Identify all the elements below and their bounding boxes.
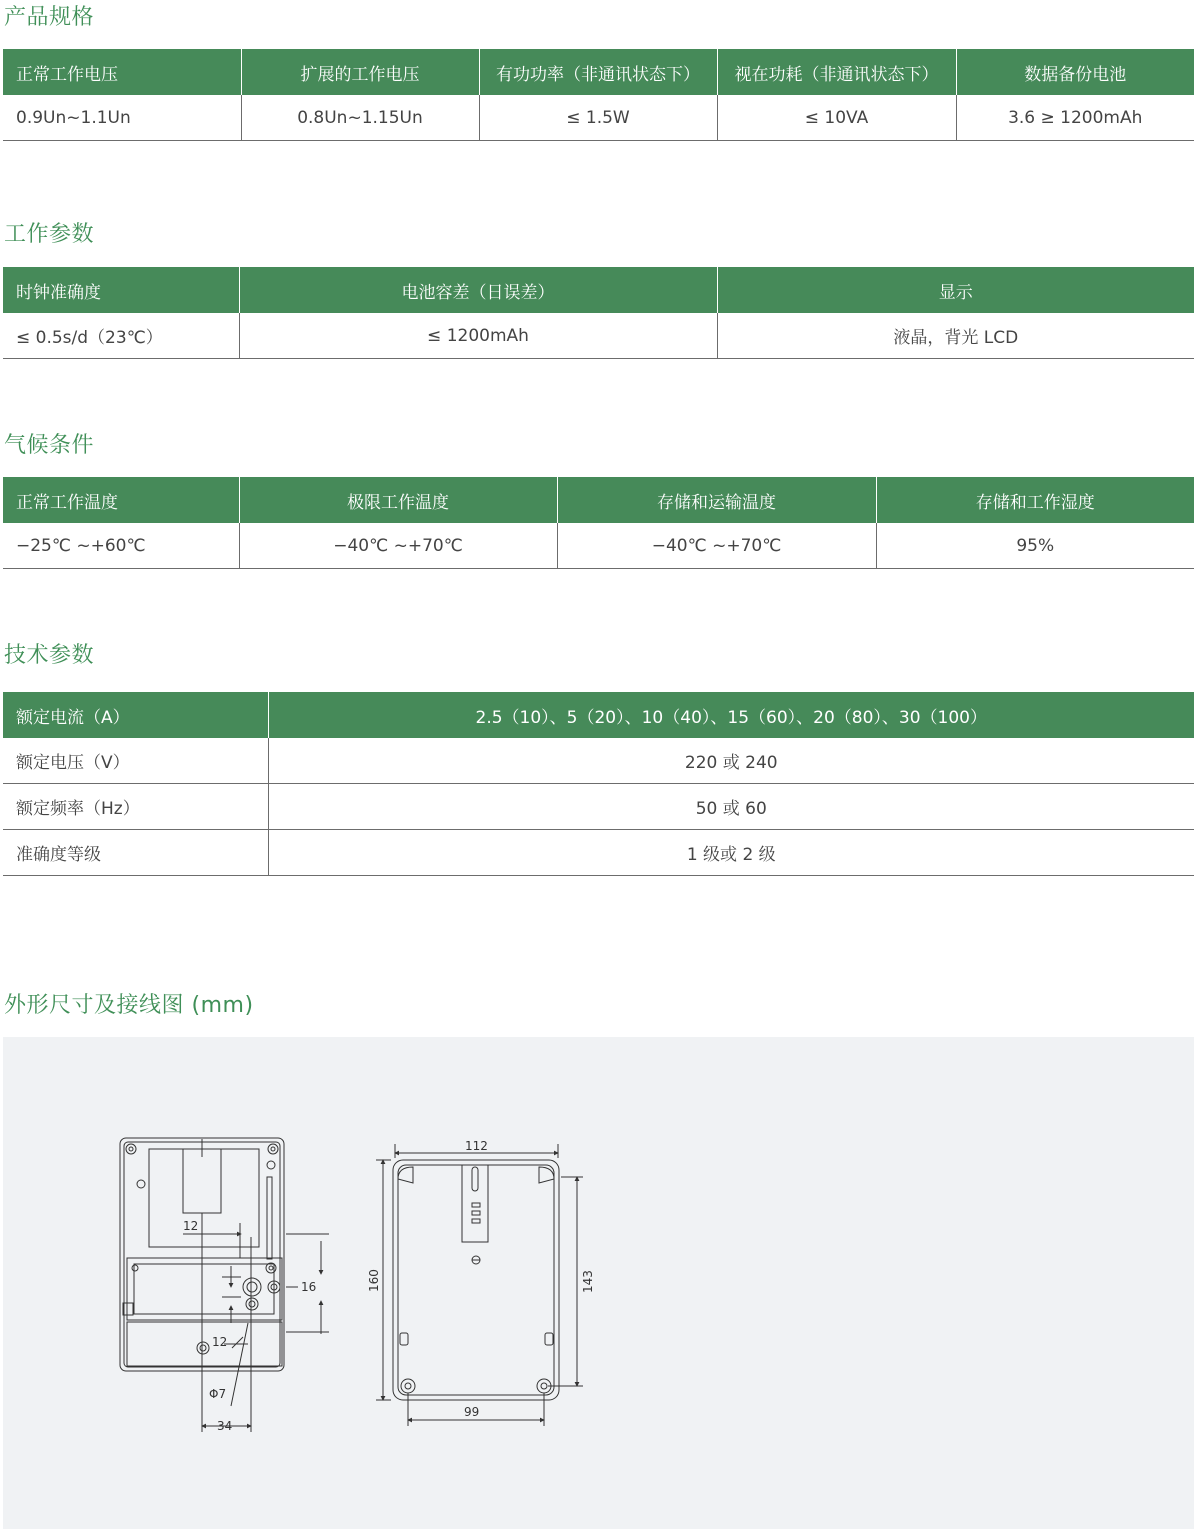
dimension-drawing [3, 1037, 1194, 1529]
table-header-cell: 正常工作电压 [3, 49, 241, 95]
table-cell: 220 或 240 [268, 738, 1194, 784]
dim-label: 160 [367, 1269, 381, 1292]
table-header-row [3, 49, 1194, 95]
meter-front-view [376, 1144, 583, 1426]
section-title-drawing: 外形尺寸及接线图 (mm) [4, 993, 254, 1018]
dim-label: 34 [217, 1419, 233, 1433]
spec-table [3, 49, 1194, 141]
table-cell: 95% [876, 523, 1194, 569]
table-cell: 50 或 60 [268, 784, 1194, 830]
table-cell: 1 级或 2 级 [268, 830, 1194, 876]
table-header-cell: 额定电流（A） [3, 692, 268, 738]
table-header-cell: 2.5（10）、5（20）、10（40）、15（60）、20（80）、30（100） [268, 692, 1194, 738]
table-cell: −40℃ ~+70℃ [557, 523, 876, 569]
dim-label: 12 [212, 1335, 228, 1349]
table-cell: ≤ 0.5s/d（23℃） [3, 313, 239, 359]
dimension-drawing-panel [3, 1037, 1194, 1529]
dim-label: 143 [581, 1270, 595, 1293]
dim-label: 12 [183, 1219, 199, 1233]
table-cell: −40℃ ~+70℃ [239, 523, 557, 569]
table-header-row [3, 692, 1194, 738]
table-header-cell: 数据备份电池 [956, 49, 1194, 95]
table-cell: 准确度等级 [3, 830, 268, 876]
climate-table [3, 477, 1194, 569]
table-header-cell: 存储和运输温度 [557, 477, 876, 523]
table-cell: −25℃ ~+60℃ [3, 523, 239, 569]
table-cell: ≤ 1200mAh [239, 313, 717, 359]
dim-label: 16 [301, 1280, 317, 1294]
table-cell: 液晶，背光 LCD [717, 313, 1194, 359]
table-row [3, 830, 1194, 876]
table-cell: 额定频率（Hz） [3, 784, 268, 830]
tech-params-table [3, 692, 1194, 876]
table-cell: 0.9Un~1.1Un [3, 95, 241, 141]
table-header-row [3, 267, 1194, 313]
table-header-cell: 存储和工作湿度 [876, 477, 1194, 523]
table-row [3, 313, 1194, 359]
table-header-cell: 有功功率（非通讯状态下） [479, 49, 717, 95]
section-title-work: 工作参数 [4, 222, 95, 247]
section-title-spec: 产品规格 [4, 5, 95, 30]
table-row [3, 784, 1194, 830]
table-header-cell: 极限工作温度 [239, 477, 557, 523]
table-cell: 额定电压（V） [3, 738, 268, 784]
meter-side-dimension-labels [183, 1219, 316, 1433]
table-header-cell: 电池容差（日误差） [239, 267, 717, 313]
section-title-climate: 气候条件 [4, 433, 95, 458]
table-row [3, 95, 1194, 141]
table-cell: ≤ 10VA [717, 95, 956, 141]
table-header-cell: 视在功耗（非通讯状态下） [717, 49, 956, 95]
table-header-cell: 扩展的工作电压 [241, 49, 479, 95]
dim-label: 112 [465, 1139, 488, 1153]
dim-label: Φ7 [209, 1387, 227, 1401]
table-header-cell: 显示 [717, 267, 1194, 313]
section-title-tech: 技术参数 [4, 643, 95, 668]
table-cell: ≤ 1.5W [479, 95, 717, 141]
work-params-table [3, 267, 1194, 359]
table-cell: 0.8Un~1.15Un [241, 95, 479, 141]
table-header-cell: 时钟准确度 [3, 267, 239, 313]
table-cell: 3.6 ≥ 1200mAh [956, 95, 1194, 141]
table-row [3, 523, 1194, 569]
table-header-cell: 正常工作温度 [3, 477, 239, 523]
table-row [3, 738, 1194, 784]
table-header-row [3, 477, 1194, 523]
dim-label: 99 [464, 1405, 480, 1419]
meter-front-dimension-labels [367, 1139, 595, 1419]
